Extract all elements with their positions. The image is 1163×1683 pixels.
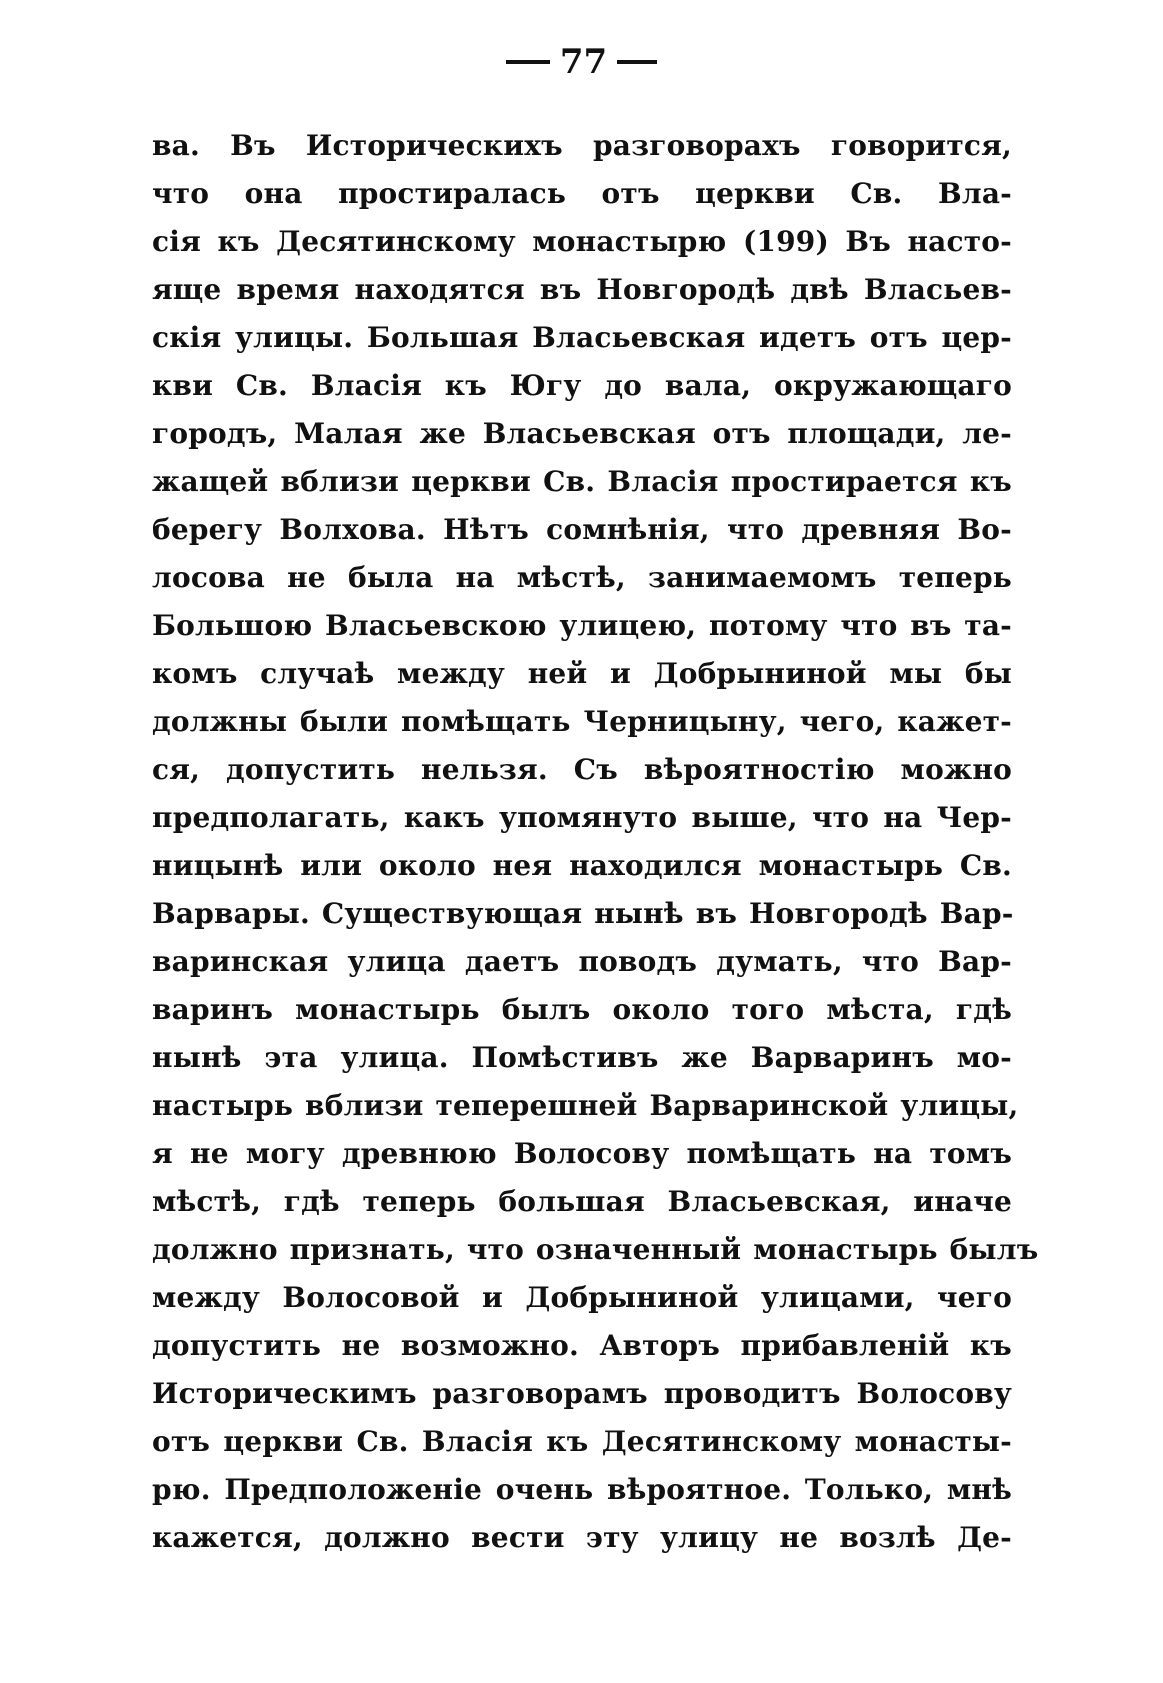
text-line: варинъ монастырь былъ около того мѣста, гдѣ xyxy=(152,993,1012,1026)
header-dash-right xyxy=(617,60,657,64)
text-line: ницынѣ или около нея находился монастырь Св. xyxy=(152,849,1012,882)
text-line: берегу Волхова. Нѣтъ сомнѣнія, что древняя Во- xyxy=(152,513,1012,546)
text-line: Историческимъ разговорамъ проводитъ Волосову xyxy=(152,1377,1012,1410)
text-line: настырь вблизи теперешней Варваринской улицы, xyxy=(152,1089,1019,1122)
text-line: допустить не возможно. Авторъ прибавленій къ xyxy=(152,1329,1012,1362)
text-line: ва. Въ Историческихъ разговорахъ говорится, xyxy=(152,129,1012,162)
text-line: мѣстѣ, гдѣ теперь большая Власьевская, иначе xyxy=(152,1185,1012,1218)
text-line: Большою Власьевскою улицею, потому что въ та- xyxy=(152,609,1012,642)
text-line: должны были помѣщать Черницыну, чего, кажет- xyxy=(152,705,1012,738)
text-line: что она простиралась отъ церкви Св. Вла- xyxy=(152,177,1012,210)
text-line: комъ случаѣ между ней и Добрыниной мы бы xyxy=(152,657,1012,690)
text-line: варинская улица даетъ поводъ думать, что Вар- xyxy=(152,945,1012,978)
text-line: Варвары. Существующая нынѣ въ Новгородѣ Вар- xyxy=(152,897,1014,930)
text-line: отъ церкви Св. Власія къ Десятинскому монасты- xyxy=(152,1425,1012,1458)
page-number: 77 xyxy=(559,42,608,82)
text-line: кажется, должно вести эту улицу не возлѣ Де- xyxy=(152,1521,1012,1554)
body-text xyxy=(152,122,1039,1562)
text-line: должно признать, что означенный монастырь былъ xyxy=(152,1233,1039,1266)
header-dash-left xyxy=(506,60,550,64)
text-line: сія къ Десятинскому монастырю (199) Въ насто- xyxy=(152,225,1012,258)
text-line: я не могу древнюю Волосову помѣщать на томъ xyxy=(152,1137,1012,1170)
text-line: рю. Предположеніе очень вѣроятное. Только, мнѣ xyxy=(152,1473,1012,1506)
text-line: предполагать, какъ упомянуто выше, что на Чер- xyxy=(152,801,1012,834)
text-line: жащей вблизи церкви Св. Власія простирается къ xyxy=(152,465,1012,498)
text-line: скія улицы. Большая Власьевская идетъ отъ цер- xyxy=(152,321,1012,354)
text-line: кви Св. Власія къ Югу до вала, окружающаго xyxy=(152,369,1012,402)
text-line: лосова не была на мѣстѣ, занимаемомъ теперь xyxy=(152,561,1012,594)
page-header xyxy=(0,42,1163,82)
text-line: между Волосовой и Добрыниной улицами, чего xyxy=(152,1281,1012,1314)
text-line: нынѣ эта улица. Помѣстивъ же Варваринъ мо- xyxy=(152,1041,1012,1074)
text-line: ся, допустить нельзя. Съ вѣроятностію можно xyxy=(152,753,1012,786)
text-line: яще время находятся въ Новгородѣ двѣ Власьев- xyxy=(152,273,1012,306)
text-line: городъ, Малая же Власьевская отъ площади, ле- xyxy=(152,417,1012,450)
